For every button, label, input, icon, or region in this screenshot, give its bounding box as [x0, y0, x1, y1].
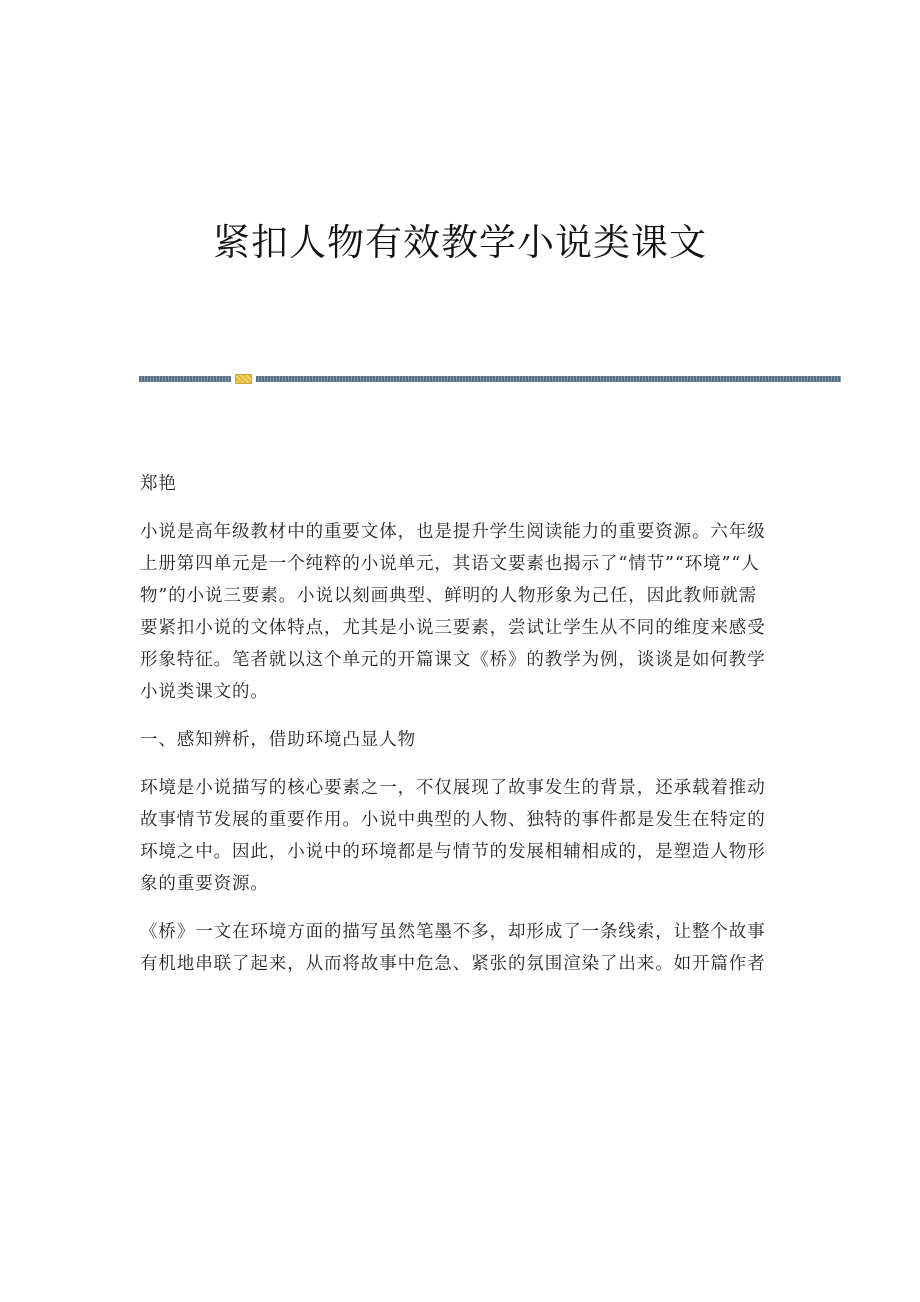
paragraph-intro: 小说是高年级教材中的重要文体，也是提升学生阅读能力的重要资源。六年级上册第四单元是一个纯粹的小说单元，其语文要素也揭示了“情节”“环境”“人物”的小说三要素。小说以刻画典型、鲜明的人物形象为己任，因此教师就需要紧扣小说的文体特点，尤其是小说三要素，尝试让学生从不同的维度来感受形象特征。笔者就以这个单元的开篇课文《桥》的教学为例，谈谈是如何教学小说类课文的。	[140, 522, 766, 702]
author-name: 郑艳	[140, 474, 177, 494]
document-body	[140, 468, 772, 996]
divider-right-segment	[256, 376, 841, 382]
document-title: 紧扣人物有效教学小说类课文	[213, 221, 707, 264]
divider-ornament-icon	[235, 374, 252, 384]
paragraph-environment: 环境是小说描写的核心要素之一，不仅展现了故事发生的背景，还承载着推动故事情节发展的重要作用。小说中典型的人物、独特的事件都是发生在特定的环境之中。因此，小说中的环境都是与情节的发展相辅相成的，是塑造人物形象的重要资源。	[140, 778, 766, 894]
divider-left-segment	[139, 376, 231, 382]
paragraph-bridge: 《桥》一文在环境方面的描写虽然笔墨不多，却形成了一条线索，让整个故事有机地串联了起来，从而将故事中危急、紧张的氛围渲染了出来。如开篇作者	[140, 922, 766, 974]
title-divider	[139, 374, 841, 384]
section-heading-1: 一、感知辨析，借助环境凸显人物	[140, 730, 416, 750]
